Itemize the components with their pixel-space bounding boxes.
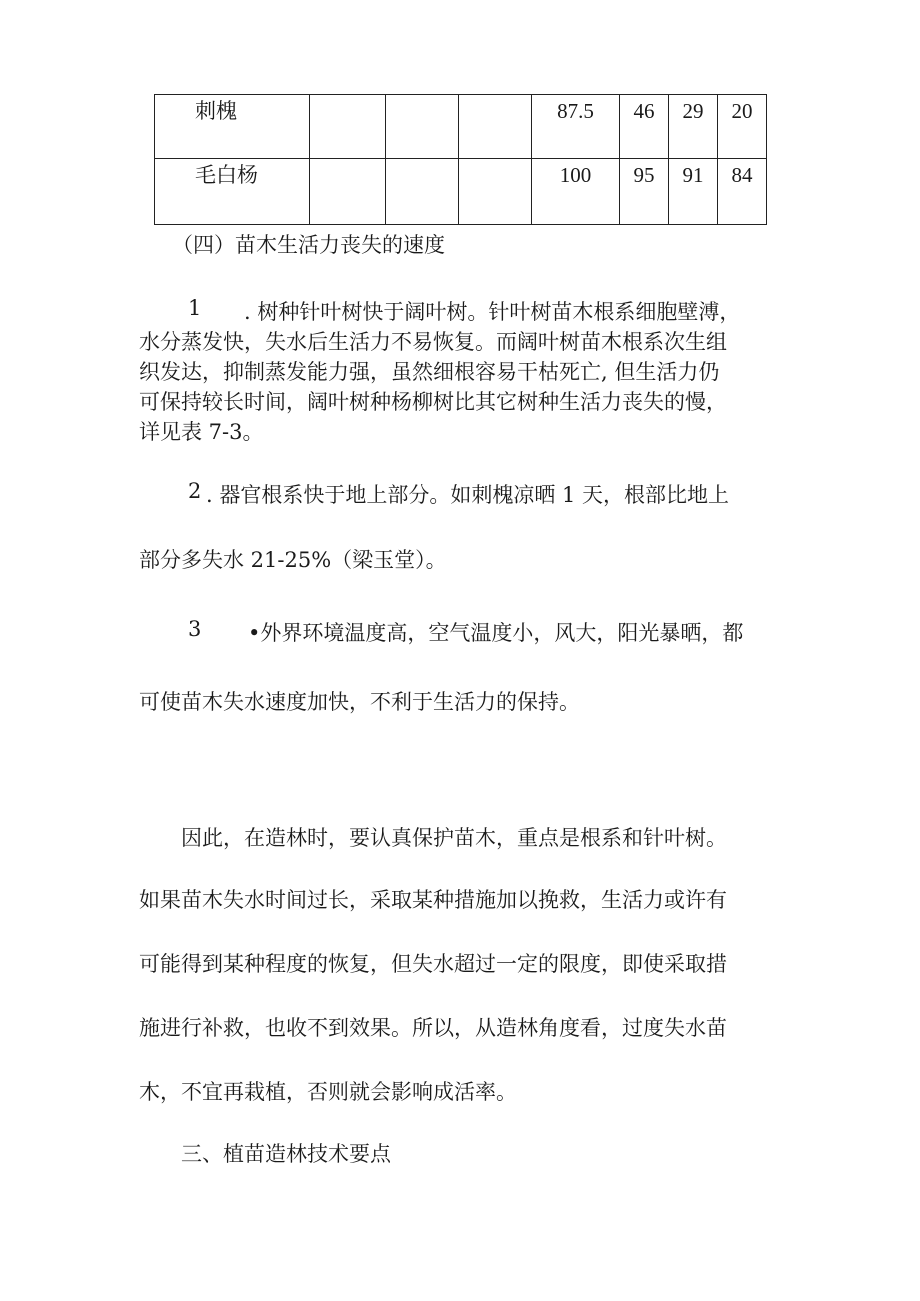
item1-line: 水分蒸发快，失水后生活力不易恢复。而阔叶树苗木根系次生组 bbox=[139, 330, 727, 354]
item3-line: 可使苗木失水速度加快，不利于生活力的保持。 bbox=[139, 690, 580, 714]
seedling-water-loss-table bbox=[154, 94, 767, 225]
table-cell bbox=[459, 159, 532, 225]
conclusion-line: 木，不宜再栽植，否则就会影响成活率。 bbox=[139, 1080, 517, 1104]
table-cell-species: 毛白杨 bbox=[155, 159, 310, 225]
table-cell bbox=[386, 95, 459, 159]
item3-number: 3 bbox=[188, 617, 202, 641]
table-cell: 87.5 bbox=[532, 95, 620, 159]
item2-number: 2 bbox=[188, 479, 202, 503]
table-cell: 46 bbox=[620, 95, 669, 159]
table-cell: 100 bbox=[532, 159, 620, 225]
conclusion-line: 因此，在造林时，要认真保护苗木，重点是根系和针叶树。 bbox=[181, 826, 727, 850]
item1-line: . 树种针叶树快于阔叶树。针叶树苗木根系细胞壁溥， bbox=[244, 300, 741, 324]
table-cell: 20 bbox=[718, 95, 767, 159]
item1-number: 1 bbox=[188, 296, 202, 320]
table-cell-species: 刺槐 bbox=[155, 95, 310, 159]
subsection-heading: （四）苗木生活力丧失的速度 bbox=[172, 233, 445, 257]
table-cell: 84 bbox=[718, 159, 767, 225]
conclusion-line: 如果苗木失水时间过长，采取某种措施加以挽救，生活力或许有 bbox=[139, 888, 727, 912]
item1-line: 详见表 7-3。 bbox=[139, 420, 264, 444]
conclusion-line: 施进行补救，也收不到效果。所以，从造林角度看，过度失水苗 bbox=[139, 1016, 727, 1040]
conclusion-line: 可能得到某种程度的恢复，但失水超过一定的限度，即使采取措 bbox=[139, 952, 727, 976]
item3-line: •外界环境温度高，空气温度小，风大，阳光暴晒，都 bbox=[248, 621, 744, 645]
table-row bbox=[155, 159, 767, 225]
table-cell bbox=[310, 95, 386, 159]
table-cell bbox=[310, 159, 386, 225]
table-row bbox=[155, 95, 767, 159]
item2-line: 部分多失水 21-25%（梁玉堂）。 bbox=[139, 548, 447, 572]
table-cell: 29 bbox=[669, 95, 718, 159]
section-heading: 三、植苗造林技术要点 bbox=[181, 1142, 391, 1166]
table-cell bbox=[459, 95, 532, 159]
table-cell: 95 bbox=[620, 159, 669, 225]
item1-line: 织发达，抑制蒸发能力强，虽然细根容易干枯死亡, 但生活力仍 bbox=[139, 360, 720, 384]
item2-line: . 器官根系快于地上部分。如刺槐凉晒 1 天，根部比地上 bbox=[206, 483, 730, 507]
item1-line: 可保持较长时间，阔叶树种杨柳树比其它树种生活力丧失的慢， bbox=[139, 390, 727, 414]
table-cell bbox=[386, 159, 459, 225]
table-cell: 91 bbox=[669, 159, 718, 225]
